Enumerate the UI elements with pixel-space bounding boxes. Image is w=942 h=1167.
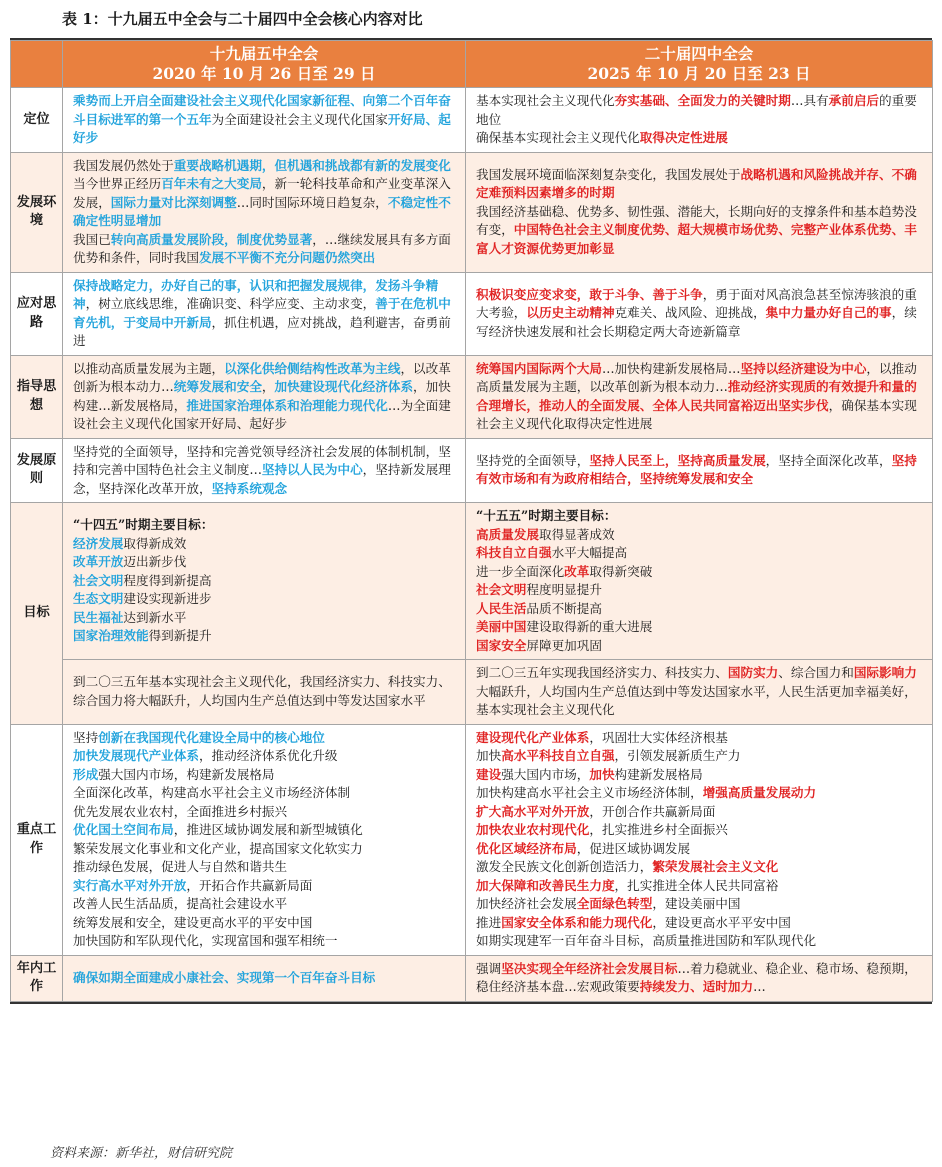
table-row	[11, 955, 933, 1001]
table-row	[11, 660, 933, 725]
body-text: 全面深化改革，构建高水平社会主义市场经济体制	[73, 785, 351, 800]
left-cell	[63, 503, 466, 660]
highlight-blue-text: 民生福祉	[73, 609, 124, 625]
highlight-blue-text: 重要战略机遇期，但机遇和挑战都有新的发展变化	[173, 157, 451, 173]
highlight-red-text: 坚持以经济建设为中心	[740, 360, 867, 376]
table-row	[11, 355, 933, 438]
right-cell	[466, 152, 933, 272]
cell-line	[476, 803, 922, 822]
cell-line	[476, 600, 922, 619]
body-text: 加快	[476, 748, 502, 763]
highlight-blue-text: 保持战略定力，办好自己的事，认识和把握发展规律，发扬斗争精神	[73, 277, 439, 311]
body-text: 如期实现建军一百年奋斗目标，高质量推进国防和军队现代化	[476, 933, 817, 948]
highlight-red-text: 以历史主动精神	[526, 305, 615, 321]
cell-line	[476, 914, 922, 933]
right-cell	[466, 955, 933, 1001]
cell-line	[73, 535, 455, 554]
body-text: 加快构建高水平社会主义市场经济体制，	[476, 785, 703, 800]
body-text: 强大国内市场，构建新发展格局	[98, 766, 275, 782]
cell-line	[73, 590, 455, 609]
row-label-goals: 目标	[11, 503, 63, 725]
header-left-date: 2020 年 10 月 26 日至 29 日	[152, 64, 376, 83]
highlight-red-text: 承前启后	[828, 93, 879, 108]
right-cell	[466, 272, 933, 355]
row-label-approach: 应对思路	[11, 272, 63, 355]
cell-line	[73, 821, 455, 840]
cell-line	[73, 766, 455, 785]
cell-line	[476, 932, 922, 951]
body-text: 为全面建设社会主义现代化国家	[211, 111, 388, 127]
body-text: 取得新成效	[123, 535, 187, 551]
body-text: 我国已	[73, 231, 111, 247]
highlight-red-text: 积极识变应变求变，敢于斗争、善于斗争	[476, 286, 703, 302]
body-text: 得到新提升	[148, 628, 212, 644]
left-cell	[63, 955, 466, 1001]
body-text: 优先发展农业农村，全面推进乡村振兴	[73, 803, 288, 819]
body-text: 取得显著成效	[538, 526, 615, 542]
body-text: 建设取得新的重大进展	[526, 619, 653, 634]
body-text: 进一步全面深化	[476, 563, 565, 579]
cell-line	[73, 932, 455, 951]
body-text: 屏障更加巩固	[526, 637, 602, 653]
highlight-red-text: 建设	[476, 766, 502, 782]
body-text: ，新一轮科技革命和产业变革深入发展，	[73, 176, 451, 210]
highlight-red-text: 扩大高水平对外开放	[476, 803, 590, 819]
highlight-red-text: 美丽中国	[476, 619, 527, 634]
body-text: ，确保基本实现社会主义现代化取得决定性进展	[476, 397, 917, 431]
highlight-blue-text: 确保如期全面建成小康社会、实现第一个百年奋斗目标	[73, 969, 376, 985]
body-text: …加快构建新发展格局…	[601, 360, 741, 376]
highlight-red-text: 集中力量办好自己的事	[765, 305, 892, 321]
right-cell	[466, 503, 933, 660]
cell-line	[476, 563, 922, 582]
highlight-blue-text: 形成	[73, 766, 99, 782]
highlight-red-text: 持续发力、适时加力	[639, 979, 754, 994]
table-row	[11, 152, 933, 272]
highlight-red-text: 高水平科技自立自强	[501, 748, 615, 763]
body-text: 品质不断提高	[526, 600, 602, 616]
highlight-blue-text: 坚持系统观念	[211, 480, 288, 496]
cell-line	[73, 747, 455, 766]
body-text: …为全面建设社会主义现代化国家开好局、起好步	[73, 397, 451, 431]
body-text: …同时国际环境日趋复杂，	[236, 194, 388, 210]
table-header-row	[11, 41, 933, 88]
body-text: …	[753, 979, 766, 994]
body-text: 我国经济基础稳、优势多、韧性强、潜能大，长期向好的支撑条件和基本趋势没有变，	[476, 203, 917, 238]
bottom-rule	[10, 1002, 932, 1004]
row-label-guiding-thought: 指导思想	[11, 355, 63, 438]
body-text: ，以改革创新为根本动力…	[73, 360, 451, 394]
header-right-date: 2025 年 10 月 20 日至 23 日	[587, 64, 811, 83]
highlight-red-text: 优化区域经济布局	[476, 840, 577, 856]
highlight-red-text: 改革	[564, 563, 590, 579]
body-text: 改善人民生活品质，提高社会建设水平	[73, 896, 288, 911]
body-text: ，以推动高质量发展为主题，以改革创新为根本动力…	[476, 360, 917, 394]
body-text: 构建新发展格局	[614, 766, 703, 782]
cell-line	[73, 914, 455, 933]
cell-line	[73, 858, 455, 877]
highlight-blue-text: 加快发展现代产业体系	[73, 748, 199, 763]
cell-line	[476, 507, 922, 526]
highlight-blue-text: 百年未有之大变局	[161, 176, 262, 191]
body-text: ，坚持新发展理念，坚持深化改革开放，	[73, 462, 451, 496]
highlight-red-text: 取得决定性进展	[639, 130, 728, 145]
highlight-red-text: 加大保障和改善民生力度	[476, 877, 615, 893]
body-text: 迈出新步伐	[123, 554, 187, 570]
body-text: ，坚持全面深化改革，	[765, 452, 892, 468]
cell-line	[476, 618, 922, 637]
highlight-blue-text: 社会文明	[73, 572, 124, 588]
highlight-red-text: 加快	[589, 766, 615, 782]
cell-line	[73, 784, 455, 803]
cell-line	[73, 609, 455, 628]
body-text: 我国发展环境面临深刻复杂变化，我国发展处于	[476, 166, 741, 182]
body-text: 克难关、战风险、迎挑战，	[614, 305, 766, 321]
highlight-red-text: 中国特色社会主义制度优势、超大规模市场优势、完整产业体系优势、丰富人才资源优势更加彰显	[476, 222, 917, 256]
highlight-red-text: 统筹国内国际两个大局	[476, 360, 602, 376]
header-left	[63, 41, 466, 88]
body-text: 坚持	[73, 729, 99, 745]
body-text: 的重要地位	[476, 93, 917, 127]
body-text: 大幅跃升，人均国内生产总值达到中等发达国家水平，人民生活更加幸福美好，基本实现社会主义现代化	[476, 683, 917, 717]
body-text: 激发全民族文化创新创造活力，	[476, 859, 653, 874]
body-text: ，勇于面对风高浪急甚至惊涛骇浪的重大考验，	[476, 286, 917, 321]
highlight-red-text: 社会文明	[476, 582, 527, 597]
right-cell	[466, 438, 933, 503]
cell-line	[73, 627, 455, 646]
highlight-red-text: 国家安全	[476, 637, 527, 653]
body-text: 统筹发展和安全，建设更高水平的平安中国	[73, 914, 313, 930]
cell-line	[73, 803, 455, 822]
body-text: 水平大幅提高	[551, 545, 628, 560]
left-cell	[63, 355, 466, 438]
body-text: ，建设美丽中国	[652, 896, 741, 911]
comparison-table	[10, 40, 933, 1002]
body-text: ，	[261, 379, 275, 394]
body-text: 当今世界正经历	[73, 176, 162, 191]
body-text: 达到新水平	[123, 609, 187, 625]
highlight-red-text: 国防实力	[727, 665, 779, 680]
body-text: …着力稳就业、稳企业、稳市场、稳预期，稳住经济基本盘…宏观政策要	[476, 960, 917, 994]
row-label-year-tasks: 年内工作	[11, 955, 63, 1001]
left-cell	[63, 152, 466, 272]
row-label-key-tasks: 重点工作	[11, 724, 63, 955]
row-label-principles: 发展原则	[11, 438, 63, 503]
cell-line	[73, 729, 455, 748]
cell-line	[476, 581, 922, 600]
body-text: 以推动高质量发展为主题，	[73, 360, 225, 376]
highlight-red-text: 战略机遇和风险挑战并存、不确定难预料因素增多的时期	[476, 166, 917, 201]
highlight-blue-text: 国际力量对比深刻调整	[110, 194, 237, 210]
left-cell	[63, 660, 466, 725]
body-text: 到二〇三五年实现我国经济实力、科技实力、	[476, 665, 728, 680]
body-text: ，树立底线思维，准确识变、科学应变、主动求变，	[85, 296, 376, 311]
table-row	[11, 724, 933, 955]
body-text: 基本实现社会主义现代化	[476, 93, 615, 108]
cell-line	[73, 877, 455, 896]
cell-line	[476, 821, 922, 840]
cell-line	[476, 526, 922, 545]
highlight-blue-text: 乘势而上开启全面建设社会主义现代化国家新征程、向第二个百年奋斗目标进军的第一个五年	[73, 93, 451, 127]
right-cell	[466, 355, 933, 438]
table-row	[11, 503, 933, 660]
cell-line	[476, 877, 922, 896]
highlight-blue-text: 发展不平衡不充分问题仍然突出	[198, 250, 376, 265]
body-text: ，推动经济体系优化升级	[198, 748, 338, 763]
highlight-red-text: 推动经济实现质的有效提升和量的合理增长，推动人的全面发展、全体人民共同富裕迈出坚实步伐	[476, 379, 917, 413]
body-text: 坚持党的全面领导，坚持和完善党领导经济社会发展的体制机制，坚持和完善中国特色社会主义制度…	[73, 443, 451, 477]
highlight-blue-text: 善于在危机中育先机，于变局中开新局	[73, 296, 451, 330]
left-cell	[63, 438, 466, 503]
highlight-blue-text: 转向高质量发展阶段，制度优势显著	[110, 231, 313, 247]
row-label-positioning: 定位	[11, 88, 63, 153]
highlight-blue-text: 经济发展	[73, 535, 124, 551]
header-left-title: 十九届五中全会	[209, 44, 319, 63]
body-text: ，扎实推进乡村全面振兴	[589, 822, 728, 837]
left-cell	[63, 272, 466, 355]
highlight-red-text: 科技自立自强	[476, 545, 552, 560]
body-text: 到二〇三五年基本实现社会主义现代化，我国经济实力、科技实力、综合国力将大幅跃升，人均国内生产总值达到中等发达国家水平	[73, 674, 451, 708]
subheading-text: “十四五”时期主要目标：	[73, 517, 214, 533]
header-right	[466, 41, 933, 88]
highlight-red-text: 人民生活	[476, 600, 527, 616]
highlight-red-text: 国家安全体系和能力现代化	[501, 914, 653, 930]
cell-line	[476, 895, 922, 914]
highlight-red-text: 坚决实现全年经济社会发展目标	[501, 960, 678, 976]
body-text: ，推进区域协调发展和新型城镇化	[173, 822, 363, 837]
row-label-environment: 发展环境	[11, 152, 63, 272]
body-text: 取得新突破	[589, 563, 653, 579]
body-text: 确保基本实现社会主义现代化	[476, 130, 640, 145]
body-text: ，续写经济快速发展和社会长期稳定两大奇迹新篇章	[476, 305, 917, 339]
table-caption: 表 1：十九届五中全会与二十届四中全会核心内容对比	[62, 10, 423, 28]
body-text: ，建设更高水平平安中国	[652, 914, 791, 930]
cell-line	[73, 840, 455, 859]
cell-line	[476, 840, 922, 859]
body-text: ，开拓合作共赢新局面	[186, 877, 313, 893]
table-row	[11, 88, 933, 153]
right-cell	[466, 724, 933, 955]
body-text: 建设实现新进步	[123, 591, 212, 607]
highlight-blue-text: 实行高水平对外开放	[73, 877, 187, 893]
right-cell	[466, 88, 933, 153]
table-row	[11, 438, 933, 503]
highlight-blue-text: 以深化供给侧结构性改革为主线	[224, 360, 401, 376]
highlight-blue-text: 开好局、起好步	[73, 111, 451, 145]
highlight-blue-text: 不稳定性不确定性明显增加	[73, 194, 451, 228]
body-text: 、综合国力和	[778, 665, 854, 680]
cell-line	[73, 895, 455, 914]
body-text: ，促进区域协调发展	[576, 840, 691, 856]
highlight-red-text: 坚持人民至上，坚持高质量发展	[589, 452, 766, 468]
body-text: 坚持党的全面领导，	[476, 452, 590, 468]
highlight-red-text: 高质量发展	[476, 526, 539, 542]
highlight-blue-text: 统筹发展和安全	[173, 379, 262, 394]
body-text: 我国发展仍然处于	[73, 157, 174, 173]
cell-line	[476, 747, 922, 766]
body-text: 加快经济社会发展	[476, 896, 577, 911]
cell-line	[476, 544, 922, 563]
highlight-blue-text: 国家治理效能	[73, 628, 149, 644]
table-body	[11, 88, 933, 1002]
body-text: ，抓住机遇，应对挑战，趋利避害，奋勇前进	[73, 314, 451, 348]
highlight-blue-text: 改革开放	[73, 554, 124, 570]
cell-line	[476, 784, 922, 803]
highlight-red-text: 坚持有效市场和有为政府相结合，坚持统筹发展和安全	[476, 452, 917, 487]
highlight-red-text: 建设现代化产业体系	[476, 729, 590, 745]
highlight-red-text: 繁荣发展社会主义文化	[652, 859, 779, 874]
highlight-red-text: 加快农业农村现代化	[476, 822, 590, 837]
body-text: …具有	[790, 93, 829, 108]
highlight-blue-text: 坚持以人民为中心	[261, 462, 363, 477]
highlight-red-text: 增强高质量发展动力	[702, 785, 817, 800]
body-text: ，开创合作共赢新局面	[589, 803, 716, 819]
body-text: ，引领发展新质生产力	[614, 748, 741, 763]
header-corner	[11, 41, 63, 88]
source-note: 资料来源：新华社，财信研究院	[50, 1146, 233, 1161]
body-text: ，扎实推进全体人民共同富裕	[614, 877, 779, 893]
highlight-red-text: 夯实基础、全面发力的关键时期	[614, 93, 791, 108]
highlight-blue-text: 加快建设现代化经济体系	[274, 379, 414, 394]
highlight-red-text: 国际影响力	[853, 665, 917, 680]
body-text: 程度得到新提高	[123, 572, 212, 588]
cell-line	[476, 766, 922, 785]
body-text: 程度明显提升	[526, 582, 602, 597]
highlight-blue-text: 推进国家治理体系和治理能力现代化	[186, 397, 388, 413]
body-text: ，巩固壮大实体经济根基	[589, 729, 728, 745]
left-cell	[63, 724, 466, 955]
header-right-title: 二十届四中全会	[644, 44, 754, 63]
body-text: 推动绿色发展，促进人与自然和谐共生	[73, 859, 288, 874]
body-text: ，加快构建…新发展格局，	[73, 379, 451, 413]
highlight-blue-text: 优化国土空间布局	[73, 822, 174, 837]
cell-line	[73, 572, 455, 591]
body-text: 加快国防和军队现代化，实现富国和强军相统一	[73, 933, 338, 948]
highlight-blue-text: 生态文明	[73, 591, 124, 607]
cell-line	[476, 729, 922, 748]
cell-line	[476, 858, 922, 877]
highlight-red-text: 全面绿色转型	[576, 896, 653, 911]
left-cell	[63, 88, 466, 153]
highlight-blue-text: 创新在我国现代化建设全局中的核心地位	[98, 729, 325, 745]
body-text: ，…继续发展具有多方面优势和条件，同时我国	[73, 231, 451, 265]
right-cell	[466, 660, 933, 725]
body-text: 繁荣发展文化事业和文化产业，提高国家文化软实力	[73, 840, 363, 856]
cell-line	[73, 553, 455, 572]
table-row	[11, 272, 933, 355]
subheading-text: “十五五”时期主要目标：	[476, 508, 617, 523]
cell-line	[476, 637, 922, 656]
body-text: 强大国内市场，	[501, 766, 590, 782]
cell-line	[73, 516, 455, 535]
body-text: 强调	[476, 960, 502, 976]
body-text: 推进	[476, 914, 502, 930]
